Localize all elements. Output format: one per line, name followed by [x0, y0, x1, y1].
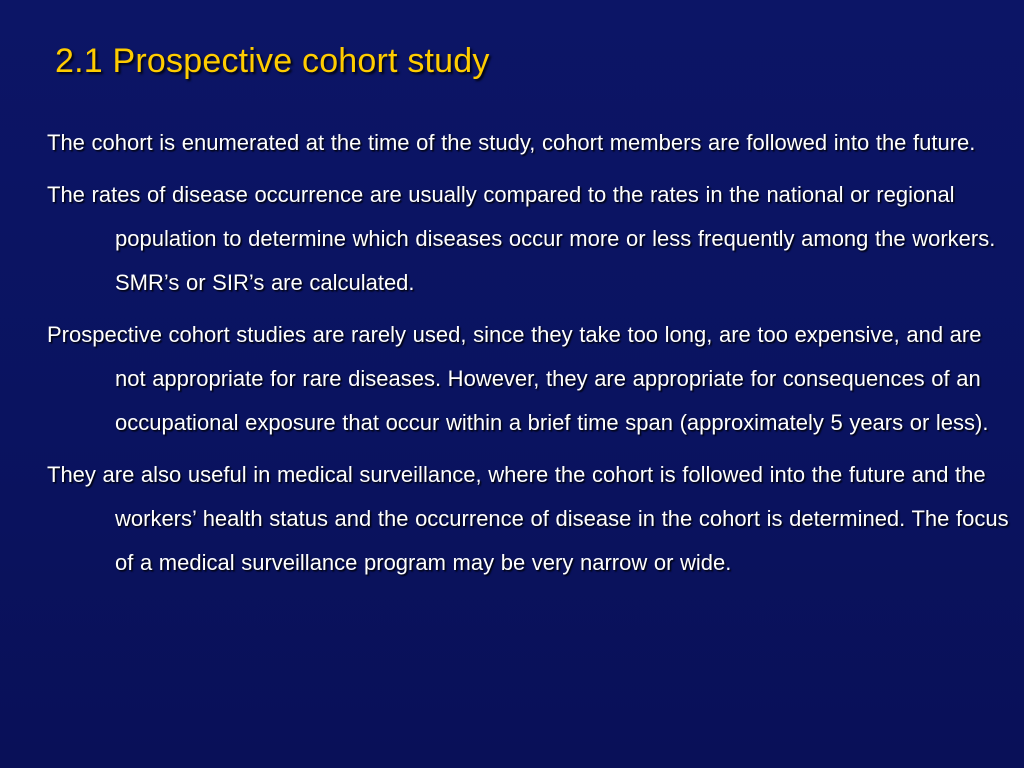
slide-body	[47, 121, 1015, 593]
paragraph-disease-rates: The rates of disease occurrence are usually compared to the rates in the national or regional population to determine which diseases occur more or less frequently among the workers. SMR’s or SIR’s are calculated.	[47, 182, 996, 295]
paragraph-rarely-used: Prospective cohort studies are rarely used, since they take too long, are too expensive, and are not appropriate for rare diseases. However, they are appropriate for consequences of an occupational exposure that occur within a brief time span (approximately 5 years or less).	[47, 322, 989, 435]
paragraph-medical-surveillance: They are also useful in medical surveillance, where the cohort is followed into the future and the workers’ health status and the occurrence of disease in the cohort is determined. The focus of a medical surveillance program may be very narrow or wide.	[47, 462, 1009, 575]
slide-title: 2.1 Prospective cohort study	[55, 42, 490, 80]
paragraph-cohort-enumerated: The cohort is enumerated at the time of the study, cohort members are followed into the future.	[47, 130, 976, 155]
